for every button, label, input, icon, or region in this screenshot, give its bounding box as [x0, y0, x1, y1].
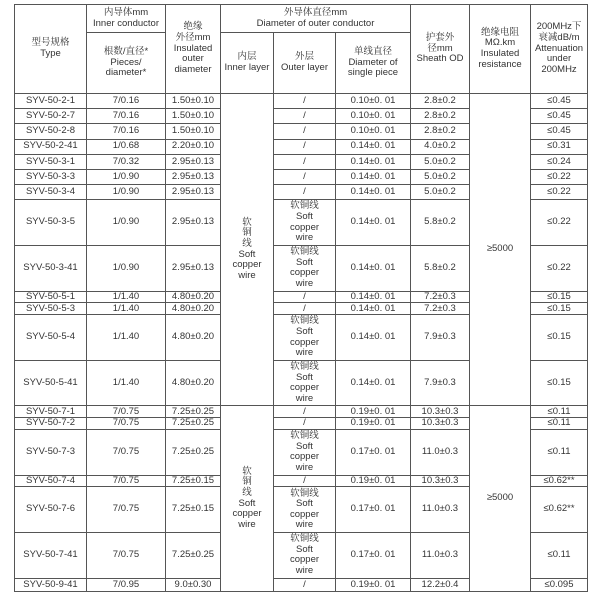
cell-single: 0.14±0. 01 — [336, 360, 411, 406]
table-row — [15, 94, 588, 109]
cell-single: 0.17±0. 01 — [336, 430, 411, 476]
cell-pieces: 1/0.90 — [87, 200, 166, 246]
cell-sheath: 11.0±0.3 — [411, 487, 470, 533]
cell-insulated: 2.20±0.10 — [166, 139, 221, 154]
cell-type: SYV-50-3-1 — [15, 154, 87, 169]
cell-attenuation: ≤0.45 — [531, 109, 588, 124]
cell-insulated: 1.50±0.10 — [166, 124, 221, 139]
cell-single: 0.14±0. 01 — [336, 200, 411, 246]
header-type: 型号规格 Type — [15, 5, 87, 94]
cell-insulated: 1.50±0.10 — [166, 94, 221, 109]
cell-sheath: 2.8±0.2 — [411, 124, 470, 139]
cell-insulated: 7.25±0.15 — [166, 475, 221, 487]
cell-sheath: 4.0±0.2 — [411, 139, 470, 154]
cell-type: SYV-50-5-3 — [15, 303, 87, 315]
cell-resistance: ≥5000 — [470, 94, 531, 406]
cell-insulated: 2.95±0.13 — [166, 170, 221, 185]
cell-sheath: 7.2±0.3 — [411, 303, 470, 315]
cell-single: 0.19±0. 01 — [336, 475, 411, 487]
cell-single: 0.17±0. 01 — [336, 533, 411, 579]
cell-single: 0.19±0. 01 — [336, 406, 411, 418]
cell-pieces: 7/0.75 — [87, 406, 166, 418]
cell-sheath: 7.9±0.3 — [411, 360, 470, 406]
cell-pieces: 7/0.16 — [87, 124, 166, 139]
cell-outer-layer-soft-copper: 软铜线 Soft copper wire — [274, 200, 336, 246]
header-insulated-outer-diameter: 绝缘 外径mm Insulated outer diameter — [166, 5, 221, 94]
cell-type: SYV-50-7-1 — [15, 406, 87, 418]
header-sheath-od: 护套外 径mm Sheath OD — [411, 5, 470, 94]
cell-insulated: 4.80±0.20 — [166, 291, 221, 303]
cell-pieces: 1/0.90 — [87, 246, 166, 292]
cell-single: 0.14±0. 01 — [336, 185, 411, 200]
cell-insulated: 7.25±0.25 — [166, 533, 221, 579]
cell-attenuation: ≤0.15 — [531, 315, 588, 361]
cell-outer-layer: / — [274, 475, 336, 487]
cell-pieces: 1/0.90 — [87, 185, 166, 200]
cell-single: 0.14±0. 01 — [336, 246, 411, 292]
cell-outer-layer: / — [274, 291, 336, 303]
cell-outer-layer-soft-copper: 软铜线 Soft copper wire — [274, 487, 336, 533]
cell-insulated: 7.25±0.25 — [166, 418, 221, 430]
cell-attenuation: ≤0.095 — [531, 578, 588, 591]
cell-insulated: 7.25±0.25 — [166, 430, 221, 476]
cell-sheath: 11.0±0.3 — [411, 533, 470, 579]
inner-layer-soft-copper-wire: 软 铜 线 Soft copper wire — [221, 406, 274, 592]
header-inner-conductor: 内导体mm Inner conductor — [87, 5, 166, 33]
cell-outer-layer: / — [274, 185, 336, 200]
cell-outer-layer: / — [274, 94, 336, 109]
header-pieces-diameter: 根数/直径* Pieces/ diameter* — [87, 33, 166, 94]
cell-insulated: 7.25±0.25 — [166, 406, 221, 418]
cell-type: SYV-50-7-4 — [15, 475, 87, 487]
cell-type: SYV-50-5-41 — [15, 360, 87, 406]
cell-single: 0.14±0. 01 — [336, 170, 411, 185]
cell-type: SYV-50-7-6 — [15, 487, 87, 533]
cell-insulated: 7.25±0.15 — [166, 487, 221, 533]
cell-insulated: 4.80±0.20 — [166, 360, 221, 406]
cell-pieces: 7/0.95 — [87, 578, 166, 591]
header-outer-layer: 外层 Outer layer — [274, 33, 336, 94]
cell-attenuation: ≤0.22 — [531, 185, 588, 200]
cell-single: 0.19±0. 01 — [336, 418, 411, 430]
cell-pieces: 1/1.40 — [87, 303, 166, 315]
cell-sheath: 7.2±0.3 — [411, 291, 470, 303]
cell-attenuation: ≤0.15 — [531, 360, 588, 406]
cell-resistance: ≥5000 — [470, 406, 531, 592]
cell-insulated: 2.95±0.13 — [166, 185, 221, 200]
cell-outer-layer: / — [274, 406, 336, 418]
header-single-piece-diameter: 单线直径 Diameter of single piece — [336, 33, 411, 94]
cell-attenuation: ≤0.24 — [531, 154, 588, 169]
cell-insulated: 2.95±0.13 — [166, 200, 221, 246]
cell-single: 0.10±0. 01 — [336, 94, 411, 109]
table-row — [15, 406, 588, 418]
cell-type: SYV-50-2-8 — [15, 124, 87, 139]
cell-type: SYV-50-9-41 — [15, 578, 87, 591]
cell-type: SYV-50-2-7 — [15, 109, 87, 124]
cell-attenuation: ≤0.22 — [531, 200, 588, 246]
cell-insulated: 1.50±0.10 — [166, 109, 221, 124]
cell-outer-layer-soft-copper: 软铜线 Soft copper wire — [274, 430, 336, 476]
cell-outer-layer: / — [274, 170, 336, 185]
cell-attenuation: ≤0.22 — [531, 170, 588, 185]
cell-pieces: 7/0.16 — [87, 109, 166, 124]
cell-outer-layer: / — [274, 418, 336, 430]
cell-pieces: 7/0.75 — [87, 487, 166, 533]
cell-sheath: 5.0±0.2 — [411, 185, 470, 200]
cell-single: 0.14±0. 01 — [336, 315, 411, 361]
cell-pieces: 1/0.90 — [87, 170, 166, 185]
cell-type: SYV-50-3-4 — [15, 185, 87, 200]
cell-sheath: 5.0±0.2 — [411, 170, 470, 185]
cell-insulated: 4.80±0.20 — [166, 303, 221, 315]
cell-outer-layer: / — [274, 578, 336, 591]
cell-attenuation: ≤0.15 — [531, 291, 588, 303]
cell-type: SYV-50-3-41 — [15, 246, 87, 292]
cell-attenuation: ≤0.45 — [531, 94, 588, 109]
cell-type: SYV-50-3-3 — [15, 170, 87, 185]
cell-type: SYV-50-3-5 — [15, 200, 87, 246]
cell-outer-layer-soft-copper: 软铜线 Soft copper wire — [274, 360, 336, 406]
cable-spec-table — [14, 4, 588, 592]
cell-attenuation: ≤0.62** — [531, 487, 588, 533]
cell-type: SYV-50-2-1 — [15, 94, 87, 109]
header-inner-layer: 内层 Inner layer — [221, 33, 274, 94]
cell-outer-layer-soft-copper: 软铜线 Soft copper wire — [274, 246, 336, 292]
cell-attenuation: ≤0.22 — [531, 246, 588, 292]
cell-attenuation: ≤0.45 — [531, 124, 588, 139]
cell-type: SYV-50-2-41 — [15, 139, 87, 154]
cell-outer-layer-soft-copper: 软铜线 Soft copper wire — [274, 315, 336, 361]
inner-layer-soft-copper-wire: 软 铜 线 Soft copper wire — [221, 94, 274, 406]
cell-sheath: 12.2±0.4 — [411, 578, 470, 591]
cell-pieces: 7/0.75 — [87, 475, 166, 487]
cell-single: 0.17±0. 01 — [336, 487, 411, 533]
cell-attenuation: ≤0.31 — [531, 139, 588, 154]
cell-attenuation: ≤0.11 — [531, 430, 588, 476]
cell-sheath: 11.0±0.3 — [411, 430, 470, 476]
cell-sheath: 2.8±0.2 — [411, 94, 470, 109]
cell-outer-layer: / — [274, 303, 336, 315]
cell-outer-layer: / — [274, 109, 336, 124]
cell-single: 0.14±0. 01 — [336, 291, 411, 303]
cell-outer-layer: / — [274, 154, 336, 169]
cell-sheath: 2.8±0.2 — [411, 109, 470, 124]
cell-attenuation: ≤0.11 — [531, 418, 588, 430]
cell-outer-layer-soft-copper: 软铜线 Soft copper wire — [274, 533, 336, 579]
cell-type: SYV-50-7-3 — [15, 430, 87, 476]
cell-sheath: 10.3±0.3 — [411, 418, 470, 430]
cell-sheath: 7.9±0.3 — [411, 315, 470, 361]
cell-insulated: 2.95±0.13 — [166, 154, 221, 169]
cell-type: SYV-50-7-41 — [15, 533, 87, 579]
cell-attenuation: ≤0.11 — [531, 533, 588, 579]
cell-single: 0.14±0. 01 — [336, 139, 411, 154]
cell-type: SYV-50-5-4 — [15, 315, 87, 361]
cell-pieces: 7/0.16 — [87, 94, 166, 109]
cell-single: 0.14±0. 01 — [336, 154, 411, 169]
cell-insulated: 9.0±0.30 — [166, 578, 221, 591]
cell-outer-layer: / — [274, 139, 336, 154]
cell-single: 0.10±0. 01 — [336, 109, 411, 124]
cell-pieces: 1/1.40 — [87, 360, 166, 406]
cell-insulated: 2.95±0.13 — [166, 246, 221, 292]
cell-sheath: 10.3±0.3 — [411, 406, 470, 418]
cell-outer-layer: / — [274, 124, 336, 139]
cell-sheath: 5.8±0.2 — [411, 246, 470, 292]
header-attenuation: 200MHz下 衰减dB/m Attenuation under 200MHz — [531, 5, 588, 94]
header-outer-conductor: 外导体直径mm Diameter of outer conductor — [221, 5, 411, 33]
cell-single: 0.14±0. 01 — [336, 303, 411, 315]
cell-insulated: 4.80±0.20 — [166, 315, 221, 361]
cell-single: 0.19±0. 01 — [336, 578, 411, 591]
cell-attenuation: ≤0.11 — [531, 406, 588, 418]
cell-pieces: 7/0.75 — [87, 418, 166, 430]
cell-pieces: 1/0.68 — [87, 139, 166, 154]
cell-type: SYV-50-5-1 — [15, 291, 87, 303]
cell-pieces: 1/1.40 — [87, 315, 166, 361]
cell-sheath: 10.3±0.3 — [411, 475, 470, 487]
cell-type: SYV-50-7-2 — [15, 418, 87, 430]
cell-pieces: 1/1.40 — [87, 291, 166, 303]
cell-attenuation: ≤0.15 — [531, 303, 588, 315]
cell-attenuation: ≤0.62** — [531, 475, 588, 487]
cell-pieces: 7/0.75 — [87, 430, 166, 476]
header-insulated-resistance: 绝缘电阻 MΩ.km Insulated resistance — [470, 5, 531, 94]
cell-pieces: 7/0.75 — [87, 533, 166, 579]
cell-sheath: 5.8±0.2 — [411, 200, 470, 246]
cell-single: 0.10±0. 01 — [336, 124, 411, 139]
cell-sheath: 5.0±0.2 — [411, 154, 470, 169]
cell-pieces: 7/0.32 — [87, 154, 166, 169]
